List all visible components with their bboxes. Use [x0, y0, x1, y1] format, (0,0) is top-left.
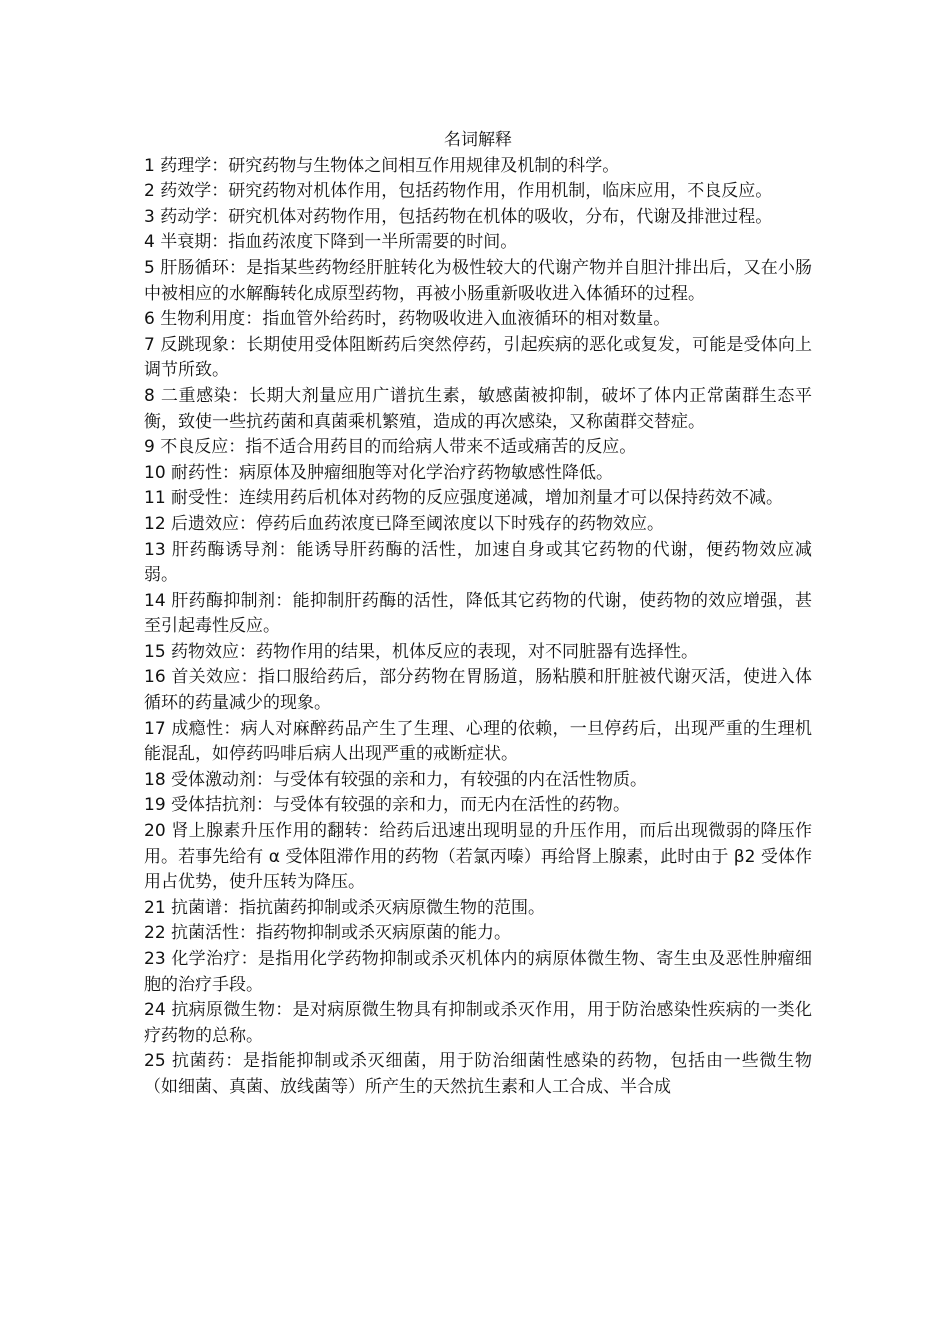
entry-12: 12 后遗效应：停药后血药浓度已降至阈浓度以下时残存的药物效应。: [144, 513, 665, 534]
entry-13: 13 肝药酶诱导剂：能诱导肝药酶的活性，加速自身或其它药物的代谢，便药物效应减弱。: [144, 539, 812, 586]
entry-8: 8 二重感染：长期大剂量应用广谱抗生素，敏感菌被抑制，破坏了体内正常菌群生态平衡，致使一些抗药菌和真菌乘机繁殖，造成的再次感染，又称菌群交替症。: [144, 385, 812, 432]
entry-9: 9 不良反应：指不适合用药目的而给病人带来不适或痛苦的反应。: [144, 437, 637, 458]
entry-23: 23 化学治疗：是指用化学药物抑制或杀灭机体内的病原体微生物、寄生虫及恶性肿瘤细胞的治疗手段。: [144, 949, 812, 995]
entry-14: 14 肝药酶抑制剂：能抑制肝药酶的活性，降低其它药物的代谢，使药物的效应增强，甚至引起毒性反应。: [144, 590, 812, 637]
entry-10: 10 耐药性：病原体及肿瘤细胞等对化学治疗药物敏感性降低。: [144, 462, 614, 483]
entry-5: 5 肝肠循环：是指某些药物经肝脏转化为极性较大的代谢产物并自胆汁排出后，又在小肠中被相应的水解酶转化成原型药物，再被小肠重新吸收进入体循环的过程。: [144, 257, 812, 304]
entry-11: 11 耐受性：连续用药后机体对药物的反应强度递减，增加剂量才可以保持药效不减。: [144, 488, 784, 509]
entry-21: 21 抗菌谱：指抗菌药抑制或杀灭病原微生物的范围。: [144, 897, 546, 918]
entry-3: 3 药动学：研究机体对药物作用，包括药物在机体的吸收，分布，代谢及排泄过程。: [144, 206, 773, 227]
entry-19: 19 受体拮抗剂：与受体有较强的亲和力，而无内在活性的药物。: [144, 795, 631, 816]
entry-7: 7 反跳现象：长期使用受体阻断药后突然停药，引起疾病的恶化或复发，可能是受体向上调节所致。: [144, 334, 812, 381]
entry-24: 24 抗病原微生物：是对病原微生物具有抑制或杀灭作用，用于防治感染性疾病的一类化疗药物的总称。: [144, 1000, 812, 1046]
entry-22: 22 抗菌活性：指药物抑制或杀灭病原菌的能力。: [144, 923, 512, 944]
entry-17: 17 成瘾性：病人对麻醉药品产生了生理、心理的依赖，一旦停药后，出现严重的生理机能混乱，如停药吗啡后病人出现严重的戒断症状。: [144, 718, 812, 765]
document-title: 名词解释: [444, 130, 512, 150]
entry-4: 4 半衰期：指血药浓度下降到一半所需要的时间。: [144, 232, 518, 253]
entry-18: 18 受体激动剂：与受体有较强的亲和力，有较强的内在活性物质。: [144, 769, 648, 790]
entry-16: 16 首关效应：指口服给药后，部分药物在胃肠道，肠粘膜和肝脏被代谢灭活，使进入体循环的药量减少的现象。: [144, 667, 812, 714]
entry-1: 1 药理学：研究药物与生物体之间相互作用规律及机制的科学。: [144, 155, 620, 176]
document-page: [144, 128, 812, 1101]
entry-6: 6 生物利用度：指血管外给药时，药物吸收进入血液循环的相对数量。: [144, 309, 671, 330]
entry-25: 25 抗菌药：是指能抑制或杀灭细菌，用于防治细菌性感染的药物，包括由一些微生物（如细菌、真菌、放线菌等）所产生的天然抗生素和人工合成、半合成: [144, 1051, 812, 1097]
entry-20: 20 肾上腺素升压作用的翻转：给药后迅速出现明显的升压作用，而后出现微弱的降压作用。若事先给有 α 受体阻滞作用的药物（若氯丙嗪）再给肾上腺素，此时由于 β2 受体作用占优势，使升压转为降压。: [144, 821, 812, 893]
entry-15: 15 药物效应：药物作用的结果，机体反应的表现，对不同脏器有选择性。: [144, 641, 699, 662]
entry-2: 2 药效学：研究药物对机体作用，包括药物作用，作用机制，临床应用，不良反应。: [144, 181, 773, 202]
